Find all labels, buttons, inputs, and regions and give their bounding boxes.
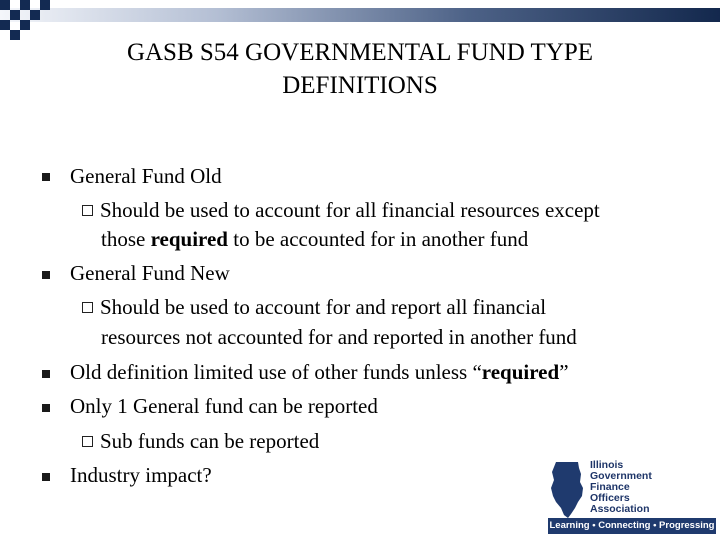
bullet-text: Old definition limited use of other funds unless “ [70, 360, 482, 384]
logo-tagline: Learning • Connecting • Progressing [548, 518, 716, 534]
bullet-square-icon [42, 173, 50, 181]
sub-bullet-text: Should be used to account for all financial resources except [100, 198, 600, 222]
illinois-map-icon [548, 460, 592, 520]
bullet-text: ” [559, 360, 569, 384]
bullet-square-icon [42, 370, 50, 378]
sub-bullet-text: Sub funds can be reported [100, 429, 320, 453]
checkbox-bullet-icon [82, 436, 93, 447]
sub-bullet-text: Should be used to account for and report all financial [100, 295, 547, 319]
logo-line: Association [590, 503, 650, 515]
bullet-general-fund-new: General Fund New [70, 261, 230, 285]
sub-bullet-new-definition [82, 290, 546, 324]
bullet-square-icon [42, 404, 50, 412]
sub-bullet-old-definition-cont [101, 222, 528, 256]
checkbox-bullet-icon [82, 302, 93, 313]
slide-title-line-2: DEFINITIONS [282, 72, 438, 99]
emphasis-required: required [150, 227, 228, 251]
gfoa-logo [540, 458, 718, 538]
logo-line: Illinois [590, 459, 624, 471]
emphasis-required: required [481, 360, 560, 384]
checkbox-bullet-icon [82, 205, 93, 216]
bullet-square-icon [42, 473, 50, 481]
sub-bullet-text: to be accounted for in another fund [227, 227, 529, 251]
bullet-industry-impact: Industry impact? [70, 463, 212, 487]
logo-line: Officers [590, 492, 630, 504]
bullet-only-one-general-fund: Only 1 General fund can be reported [70, 394, 378, 418]
bullet-square-icon [42, 271, 50, 279]
slide-title-line-1: GASB S54 GOVERNMENTAL FUND TYPE [126, 39, 594, 66]
logo-wordmark [590, 460, 652, 515]
logo-line: Government [590, 470, 652, 482]
sub-bullet-new-definition-cont: resources not accounted for and reported in another fund [101, 325, 577, 349]
bullet-old-definition-limited [70, 355, 569, 389]
bullet-general-fund-old: General Fund Old [70, 164, 222, 188]
sub-bullet-text: those [101, 227, 151, 251]
logo-line: Finance [590, 481, 630, 493]
sub-bullet-sub-funds [82, 424, 319, 458]
